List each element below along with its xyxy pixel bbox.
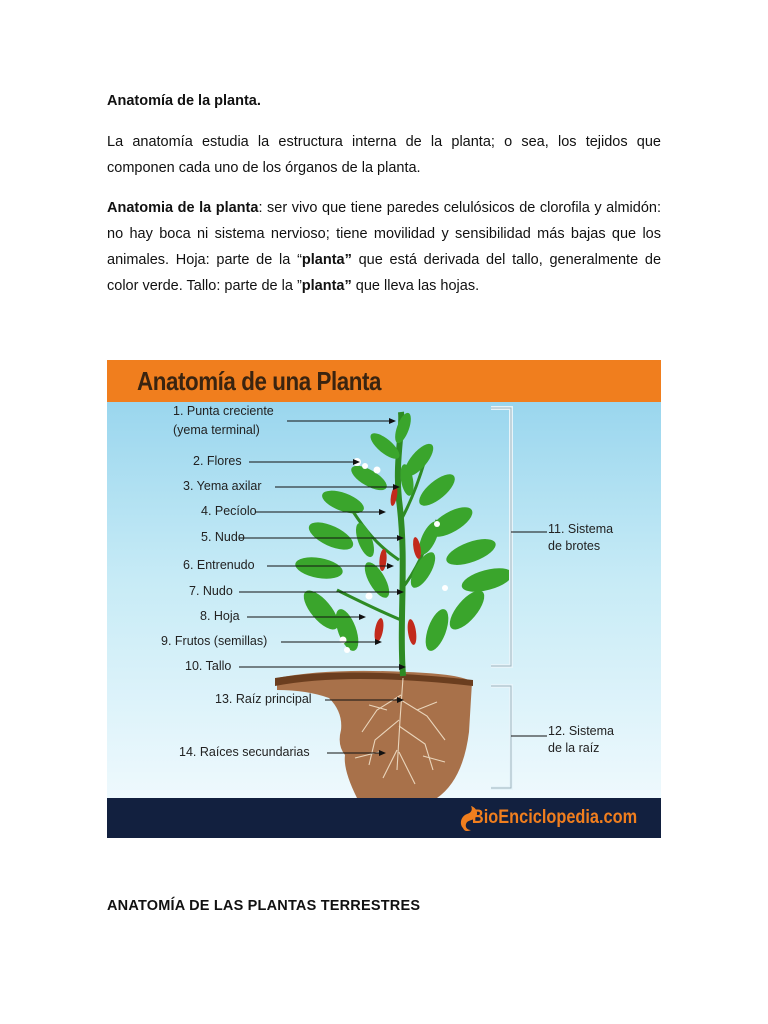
planta-emphasis-2: planta” xyxy=(301,278,352,294)
figure-footer xyxy=(107,798,661,838)
planta-emphasis-1: planta” xyxy=(301,252,352,268)
label-internode: 6. Entrenudo xyxy=(183,558,255,572)
label-main-root: 13. Raíz principal xyxy=(215,692,312,706)
label-node-1: 5. Nudo xyxy=(201,530,245,544)
root-system-bracket-outline xyxy=(491,686,511,788)
definition-text-3: que lleva las hojas. xyxy=(351,278,480,294)
label-stem: 10. Tallo xyxy=(185,659,232,673)
open-quote-2: ” xyxy=(296,278,302,294)
label-shoot-system-2: de brotes xyxy=(548,539,601,553)
main-stem xyxy=(398,412,403,676)
label-node-2: 7. Nudo xyxy=(189,584,233,598)
label-shoot-system-1: 11. Sistema xyxy=(548,522,614,536)
label-root-system-2: de la raíz xyxy=(548,741,600,755)
label-growing-tip: 1. Punta creciente xyxy=(173,404,274,418)
brand-name: BioEnciclopedia.com xyxy=(471,807,637,828)
section-heading: ANATOMÍA DE LAS PLANTAS TERRESTRES xyxy=(107,898,421,914)
definition-text-1: : ser vivo que tiene paredes celulósicos de clorofila y almidón: no hay boca ni sistema nervioso; tiene movilidad y sensibilidad más bajas que los animales. Hoja: parte de la xyxy=(107,200,661,268)
label-terminal-bud: (yema terminal) xyxy=(173,423,260,437)
label-root-system-1: 12. Sistema xyxy=(548,724,615,738)
definition-text-2: que está derivada del tallo, generalmente de color verde. Tallo: parte de la xyxy=(107,252,662,294)
shoot-system-bracket-outline xyxy=(491,408,511,666)
label-secondary-roots: 14. Raíces secundarias xyxy=(179,745,310,759)
soil-mound xyxy=(277,671,472,798)
figure-title: Anatomía de una Planta xyxy=(137,366,382,396)
shoot-system-bracket xyxy=(491,408,511,666)
label-leaf: 8. Hoja xyxy=(200,609,240,623)
definition-paragraph xyxy=(107,195,661,299)
open-quote-1: “ xyxy=(297,252,302,268)
label-axillary-bud: 3. Yema axilar xyxy=(183,479,262,493)
root-system-bracket xyxy=(491,686,511,788)
intro-paragraph: La anatomía estudia la estructura interna de la planta; o sea, los tejidos que componen cada uno de los órganos de la planta. xyxy=(107,134,661,176)
label-flowers: 2. Flores xyxy=(193,454,242,468)
definition-term: Anatomia de la planta xyxy=(107,200,259,216)
page-title: Anatomía de la planta. xyxy=(107,93,261,109)
plant-anatomy-figure xyxy=(107,360,661,838)
label-petiole: 4. Pecíolo xyxy=(201,504,257,518)
label-fruits: 9. Frutos (semillas) xyxy=(161,634,268,648)
